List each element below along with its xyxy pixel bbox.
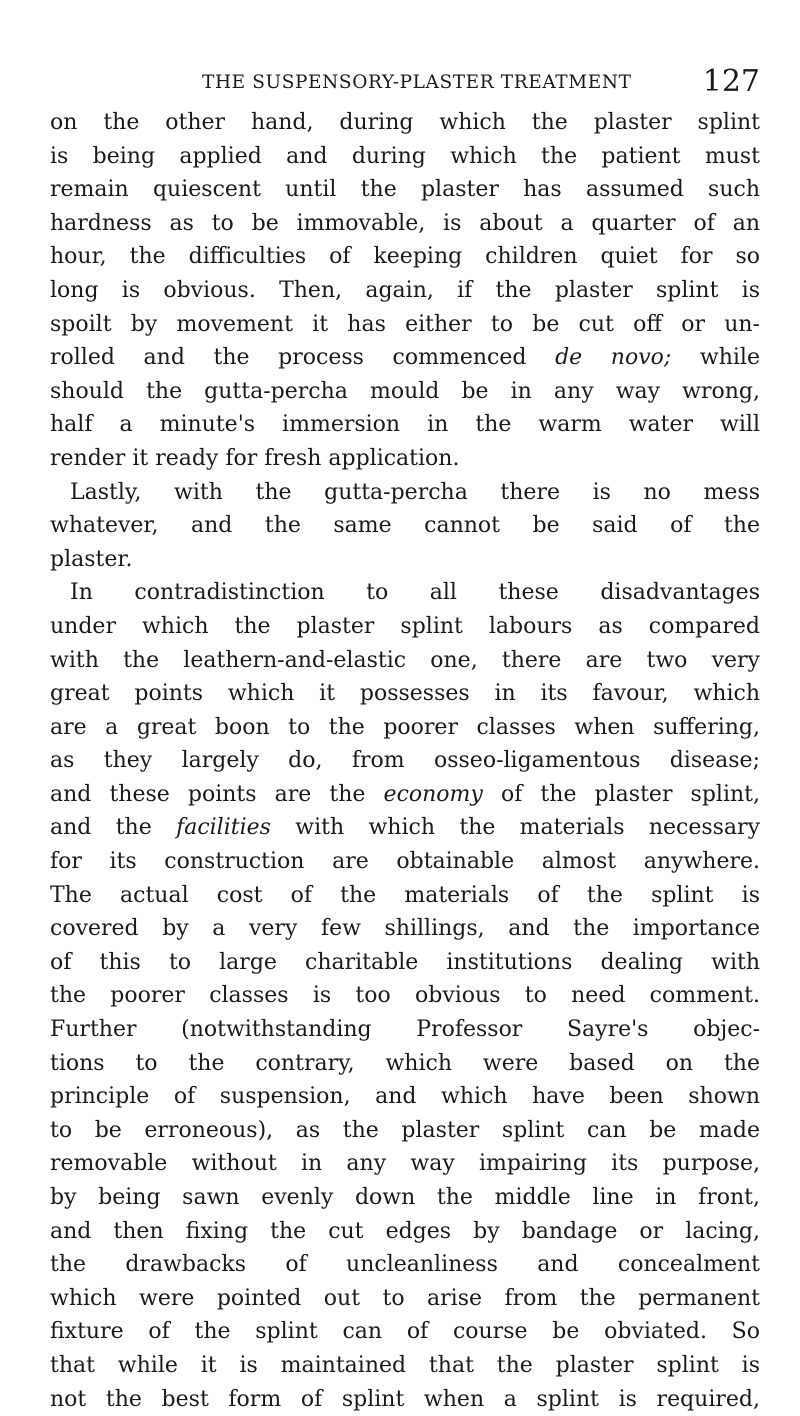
text-line: hardness as to be immovable, is about a quarter of an	[50, 210, 760, 236]
text-line: Further (notwithstanding Professor Sayre's objec-	[50, 1017, 760, 1043]
text-line: of this to large charitable institutions dealing with	[50, 949, 760, 975]
text-line: by being sawn evenly down the middle line in front,	[50, 1185, 760, 1210]
text-line: remain quiescent until the plaster has assumed such	[50, 177, 760, 203]
text-line: covered by a very few shillings, and the importance	[50, 916, 760, 942]
running-header	[150, 66, 760, 100]
text-line: half a minute's immersion in the warm water will	[50, 412, 760, 438]
text-line: and then fixing the cut edges by bandage or lacing,	[50, 1218, 760, 1244]
text-line	[50, 811, 760, 845]
text-fragment: and the	[50, 815, 152, 841]
text-line: plaster.	[50, 546, 133, 572]
text-line: hour, the difficulties of keeping children quiet for so	[50, 244, 760, 270]
text-line: whatever, and the same cannot be said of the	[50, 513, 760, 539]
text-line: tions to the contrary, which were based on the	[50, 1050, 760, 1076]
text-line: should the gutta-percha mould be in any way wrong,	[50, 378, 760, 404]
text-fragment: and these points are the	[50, 781, 366, 807]
text-line	[50, 778, 760, 812]
text-fragment: with which the materials necessary	[295, 815, 760, 841]
running-title: THE SUSPENSORY-PLASTER TREATMENT	[202, 72, 632, 93]
text-line: Lastly, with the gutta-percha there is no mess	[70, 479, 760, 505]
text-line: on the other hand, during which the plaster splint	[50, 110, 760, 135]
italic-phrase: de novo;	[555, 345, 672, 371]
text-line: fixture of the splint can of course be obviated. So	[50, 1319, 760, 1345]
text-line: long is obvious. Then, again, if the plaster splint is	[50, 277, 760, 303]
italic-phrase: economy	[383, 781, 483, 807]
text-line: the drawbacks of uncleanliness and concealment	[50, 1252, 760, 1278]
italic-phrase: facilities	[176, 815, 271, 841]
text-line: under which the plaster splint labours as compared	[50, 613, 760, 639]
text-line: to be erroneous), as the plaster splint can be made	[50, 1117, 760, 1143]
text-line: render it ready for fresh application.	[50, 445, 460, 471]
body-text	[50, 106, 760, 1416]
page-number: 127	[702, 64, 760, 99]
text-line: which were pointed out to arise from the permanent	[50, 1285, 760, 1311]
text-line: In contradistinction to all these disadvantages	[70, 580, 760, 606]
text-line	[50, 341, 760, 375]
text-line: is being applied and during which the patient must	[50, 143, 760, 169]
text-line: the poorer classes is too obvious to need comment.	[50, 983, 760, 1009]
text-line: with the leathern-and-elastic one, there are two very	[50, 647, 760, 673]
text-line: principle of suspension, and which have been shown	[50, 1084, 760, 1110]
text-fragment: rolled and the process commenced	[50, 345, 527, 371]
text-line: The actual cost of the materials of the splint is	[50, 882, 760, 908]
text-line: not the best form of splint when a splint is required,	[50, 1386, 760, 1412]
text-line: as they largely do, from osseo-ligamentous disease;	[50, 748, 760, 774]
text-line: removable without in any way impairing its purpose,	[50, 1151, 760, 1177]
text-line: for its construction are obtainable almost anywhere.	[50, 849, 760, 875]
text-line: are a great boon to the poorer classes when suffering,	[50, 714, 760, 740]
text-fragment: while	[699, 345, 760, 371]
text-line: great points which it possesses in its favour, which	[50, 681, 760, 707]
text-line: spoilt by movement it has either to be cut off or un-	[50, 311, 760, 337]
text-line: that while it is maintained that the plaster splint is	[50, 1352, 760, 1378]
text-fragment: of the plaster splint,	[500, 781, 760, 807]
